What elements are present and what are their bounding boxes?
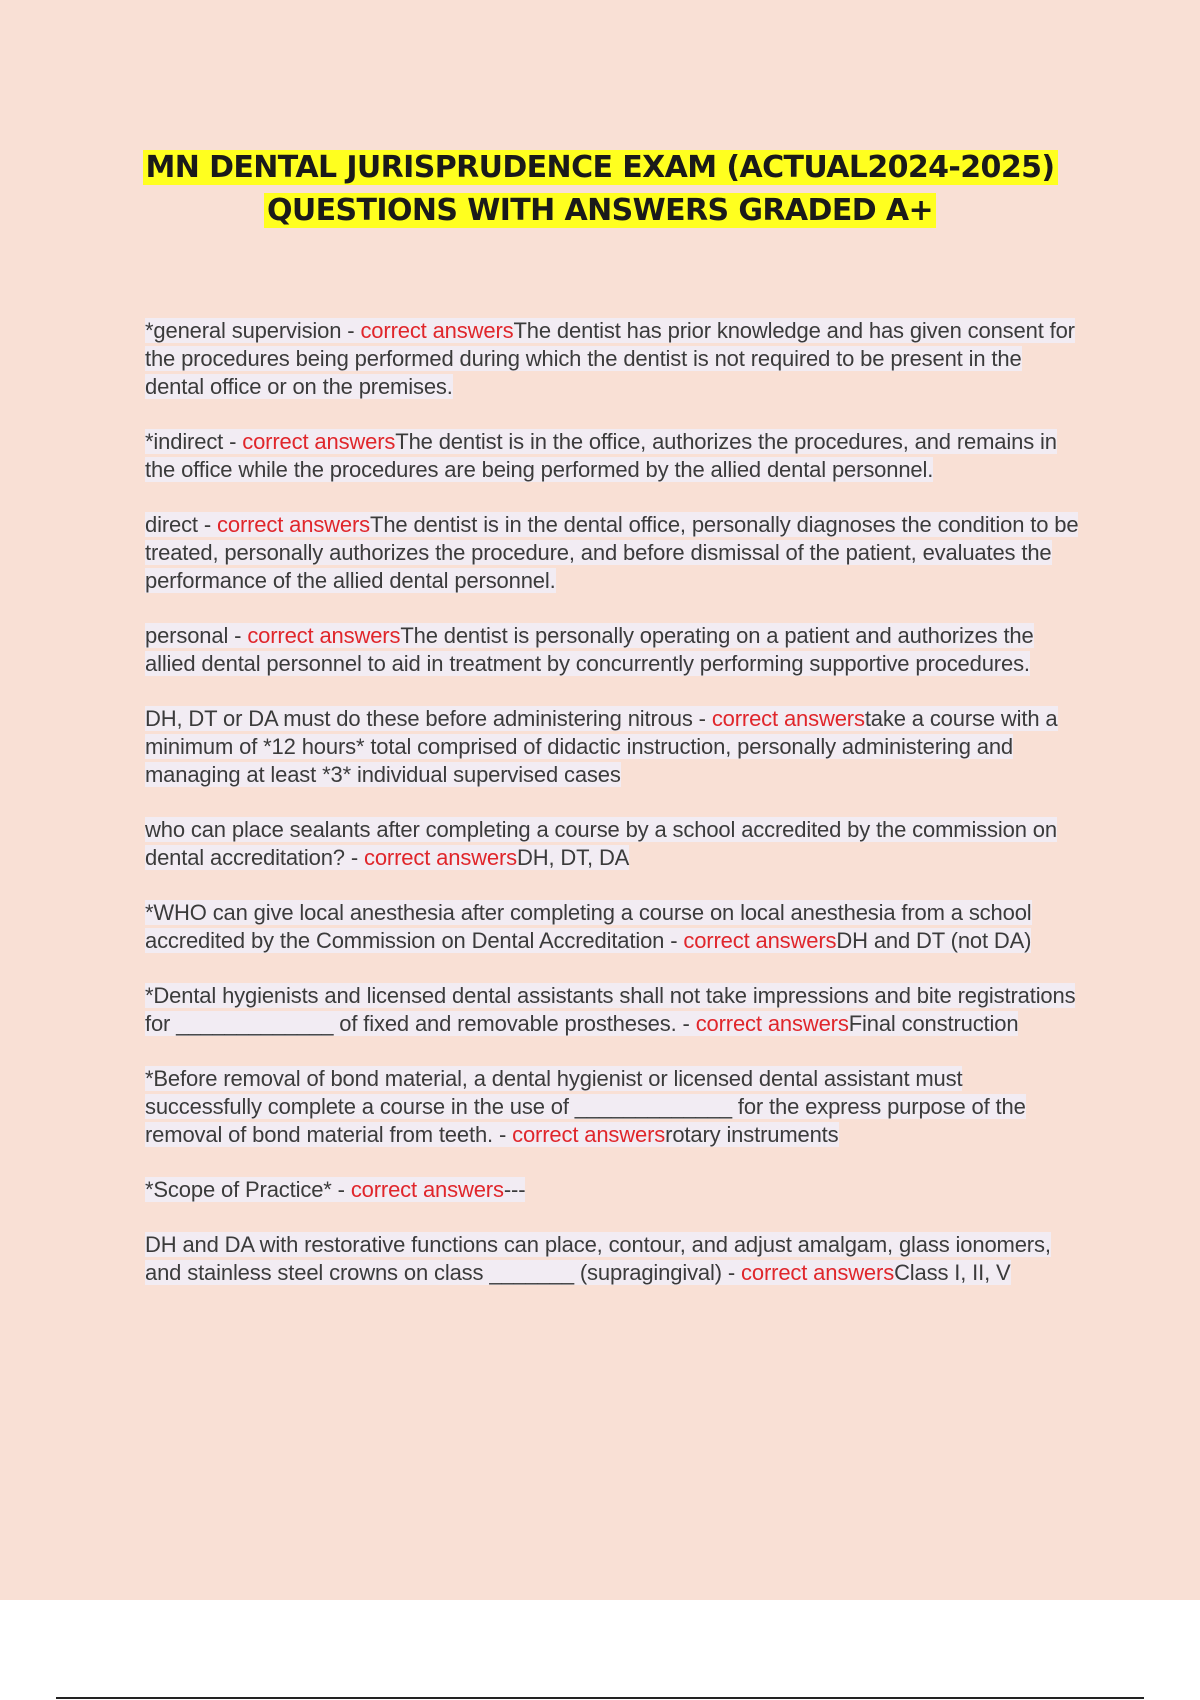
qa-answer: rotary instruments bbox=[665, 1122, 839, 1147]
qa-answer: The dentist is in the office, authorizes the procedures, and remains in the office while the procedures are being performed by the allied dental personnel. bbox=[145, 429, 1057, 482]
title-line-1: MN DENTAL JURISPRUDENCE EXAM (ACTUAL2024-2025) bbox=[143, 150, 1058, 185]
qa-answer: The dentist has prior knowledge and has given consent for the procedures being performed during which the dentist is not required to be present in the dental office or on the premises. bbox=[145, 318, 1075, 399]
qa-term: *WHO can give local anesthesia after completing a course on local anesthesia from a school accredited by the Commission on Dental Accreditation bbox=[145, 900, 1032, 953]
qa-answer: DH, DT, DA bbox=[517, 845, 630, 870]
correct-answers-label: correct answers bbox=[695, 1011, 849, 1036]
correct-answers-label: correct answers bbox=[360, 318, 514, 343]
correct-answers-label: correct answers bbox=[350, 1177, 504, 1202]
qa-item: *Before removal of bond material, a dental hygienist or licensed dental assistant must successfully complete a course in the use of _____________ for the express purpose of the removal of bond material from teeth. - correct answersrotary instruments bbox=[145, 1066, 1026, 1147]
qa-item: *WHO can give local anesthesia after completing a course on local anesthesia from a school accredited by the Commission on Dental Accreditation - correct answersDH and DT (not DA) bbox=[145, 900, 1032, 953]
qa-item: *indirect - correct answersThe dentist is in the office, authorizes the procedures, and remains in the office while the procedures are being performed by the allied dental personnel. bbox=[145, 429, 1057, 482]
correct-answers-label: correct answers bbox=[364, 845, 518, 870]
qa-term: *indirect bbox=[145, 429, 224, 454]
qa-item: DH, DT or DA must do these before administering nitrous - correct answerstake a course with a minimum of *12 hours* total comprised of didactic instruction, personally administering and managing at least *3* individual supervised cases bbox=[145, 706, 1058, 787]
qa-list bbox=[145, 317, 1085, 1314]
qa-term: *Scope of Practice* bbox=[145, 1177, 332, 1202]
qa-item: who can place sealants after completing a course by a school accredited by the commission on dental accreditation? - correct answersDH, DT, DA bbox=[145, 817, 1057, 870]
correct-answers-label: correct answers bbox=[247, 623, 401, 648]
qa-term: who can place sealants after completing a course by a school accredited by the commission on dental accreditation? bbox=[145, 817, 1057, 870]
qa-term: direct bbox=[145, 512, 198, 537]
qa-answer: take a course with a minimum of *12 hours* total comprised of didactic instruction, personally administering and managing at least *3* individual supervised cases bbox=[145, 706, 1058, 787]
qa-term: DH and DA with restorative functions can place, contour, and adjust amalgam, glass ionomers, and stainless steel crowns on class _______ (supragingival) bbox=[145, 1232, 1051, 1285]
qa-answer: --- bbox=[503, 1177, 526, 1202]
qa-answer: The dentist is personally operating on a patient and authorizes the allied dental personnel to aid in treatment by concurrently performing supportive procedures. bbox=[145, 623, 1034, 676]
qa-term: DH, DT or DA must do these before administering nitrous bbox=[145, 706, 693, 731]
page-divider bbox=[56, 1697, 1144, 1699]
qa-item: *Dental hygienists and licensed dental assistants shall not take impressions and bite registrations for _____________ of fixed and removable prostheses. - correct answersFinal construction bbox=[145, 983, 1076, 1036]
title-line-2: QUESTIONS WITH ANSWERS GRADED A+ bbox=[264, 193, 936, 228]
qa-answer: The dentist is in the dental office, personally diagnoses the condition to be treated, personally authorizes the procedure, and before dismissal of the patient, evaluates the performance of the allied dental personnel. bbox=[145, 512, 1079, 593]
correct-answers-label: correct answers bbox=[242, 429, 396, 454]
qa-item: *general supervision - correct answersThe dentist has prior knowledge and has given consent for the procedures being performed during which the dentist is not required to be present in the dental office or on the premises. bbox=[145, 318, 1075, 399]
qa-term: *Before removal of bond material, a dental hygienist or licensed dental assistant must successfully complete a course in the use of _____________ for the express purpose of the removal of bond material from teeth. bbox=[145, 1066, 1026, 1147]
qa-answer: Class I, II, V bbox=[894, 1260, 1011, 1285]
correct-answers-label: correct answers bbox=[741, 1260, 895, 1285]
qa-answer: Final construction bbox=[848, 1011, 1019, 1036]
document-title bbox=[100, 146, 1100, 232]
qa-answer: DH and DT (not DA) bbox=[836, 928, 1032, 953]
qa-item: personal - correct answersThe dentist is personally operating on a patient and authorizes the allied dental personnel to aid in treatment by concurrently performing supportive procedures. bbox=[145, 623, 1034, 676]
qa-item: *Scope of Practice* - correct answers--- bbox=[145, 1177, 526, 1202]
correct-answers-label: correct answers bbox=[217, 512, 371, 537]
qa-term: *general supervision bbox=[145, 318, 342, 343]
qa-term: *Dental hygienists and licensed dental assistants shall not take impressions and bite registrations for _____________ of fixed and removable prostheses. bbox=[145, 983, 1076, 1036]
qa-item: DH and DA with restorative functions can place, contour, and adjust amalgam, glass ionomers, and stainless steel crowns on class _______ (supragingival) - correct answersClass I, II, V bbox=[145, 1232, 1051, 1285]
qa-item: direct - correct answersThe dentist is in the dental office, personally diagnoses the condition to be treated, personally authorizes the procedure, and before dismissal of the patient, evaluates the performance of the allied dental personnel. bbox=[145, 512, 1079, 593]
correct-answers-label: correct answers bbox=[512, 1122, 666, 1147]
qa-term: personal bbox=[145, 623, 229, 648]
correct-answers-label: correct answers bbox=[711, 706, 865, 731]
correct-answers-label: correct answers bbox=[683, 928, 837, 953]
